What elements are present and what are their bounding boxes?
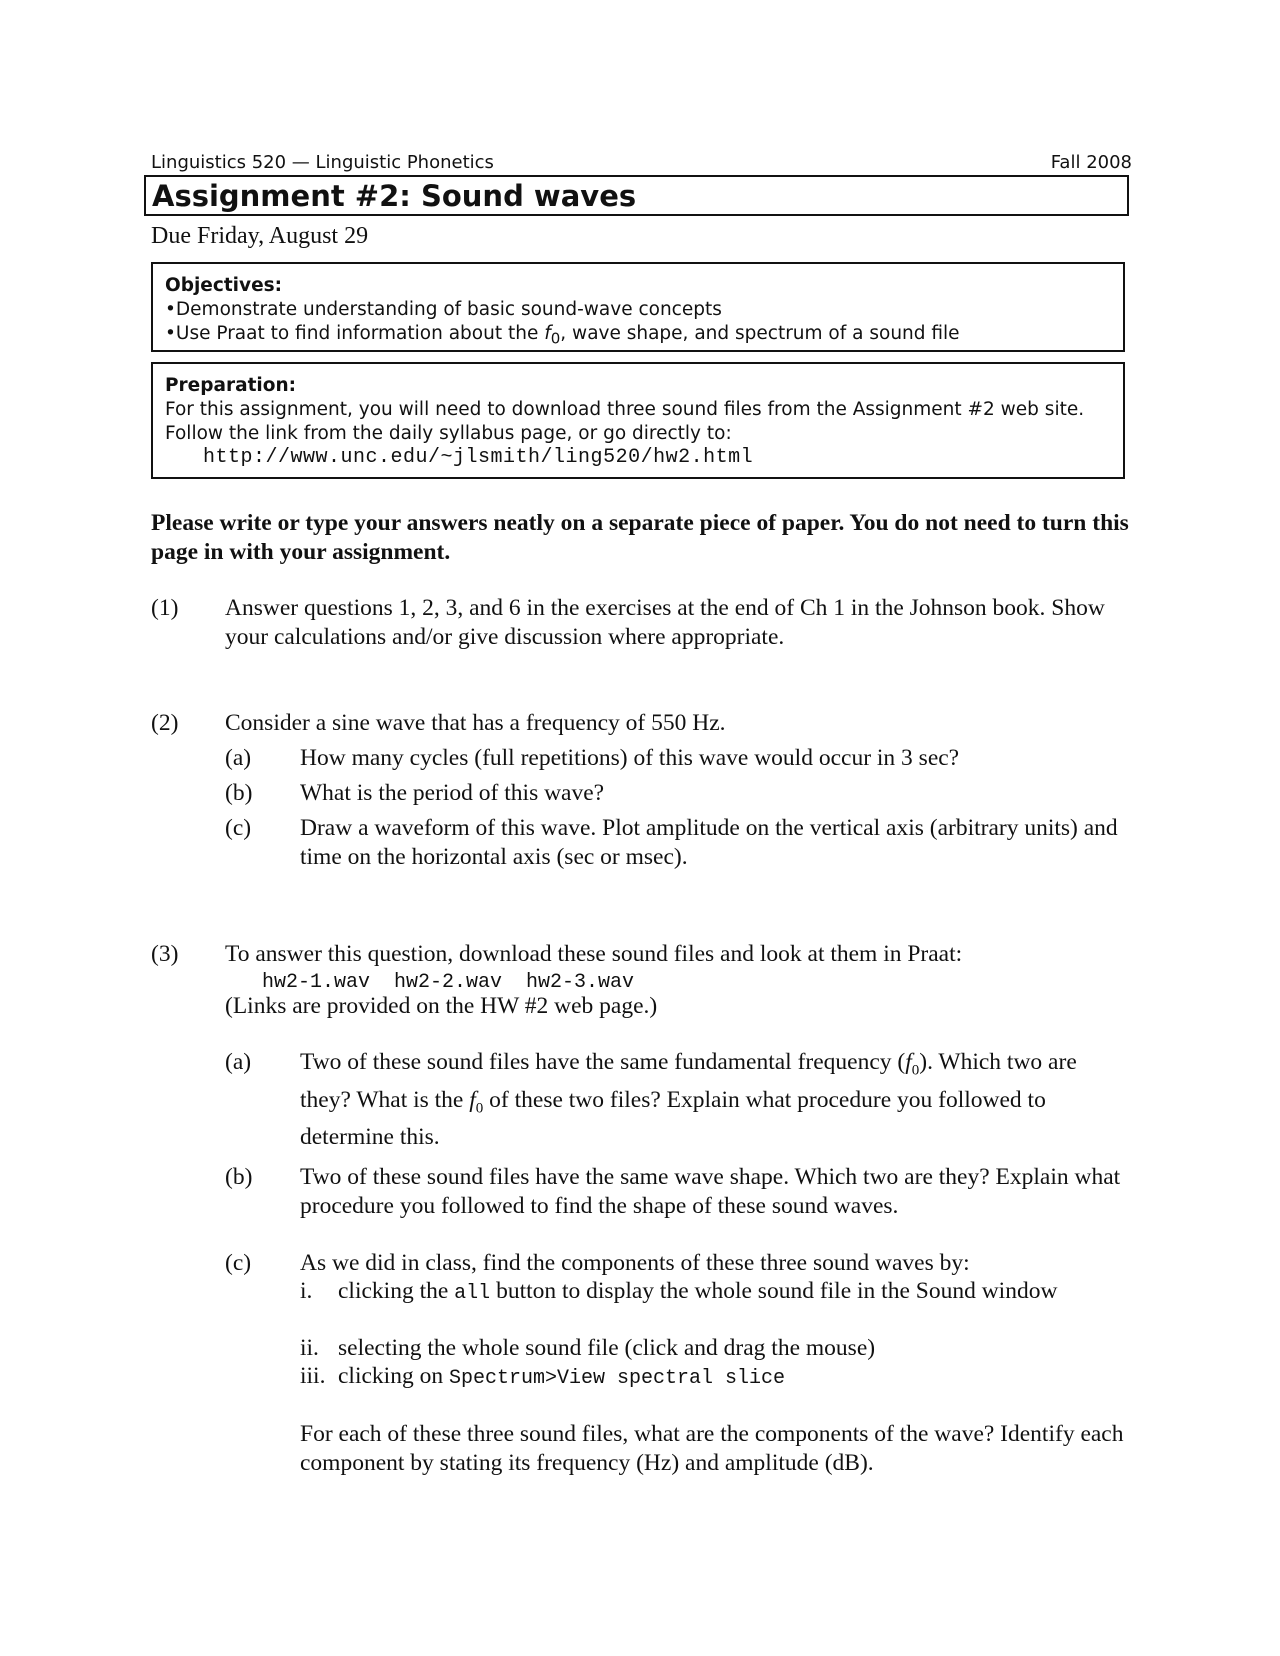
sub-question-b: Two of these sound files have the same wave shape. Which two are they? Explain what procedure you followed to find the shape of these sound waves. [300,1164,1121,1219]
question-number: (1) [151,595,179,621]
preparation-text: For this assignment, you will need to download three sound files from the Assignment #2 web site. Follow the link from the daily syllabus page, or go directly to: [165,399,1085,444]
sub-question-a: How many cycles (full repetitions) of this wave would occur in 3 sec? [300,745,960,771]
sound-file-list: hw2-1.wav hw2-2.wav hw2-3.wav [262,971,635,994]
final-question: For each of these three sound files, what are the components of the wave? Identify each component by stating its frequency (Hz) and amplitude (dB). [300,1421,1124,1476]
preparation-heading: Preparation: [165,375,297,396]
step-label: i. [300,1278,313,1304]
sub-question-c: As we did in class, find the components of these three sound waves by: [300,1250,970,1276]
title-box [144,175,1129,216]
question-number: (2) [151,710,179,736]
assignment-url[interactable]: http://www.unc.edu/~jlsmith/ling520/hw2.html [203,446,754,469]
sub-label: (c) [225,1250,252,1276]
question-text: To answer this question, download these sound files and look at them in Praat: [225,941,963,967]
instruction-text: Please write or type your answers neatly on a separate piece of paper. You do not need to turn this page in with your assignment. [151,510,1129,565]
step-label: iii. [300,1363,326,1389]
sub-label: (a) [225,745,252,771]
objectives-heading: Objectives: [165,275,283,296]
assignment-title: Assignment #2: Sound waves [152,179,637,213]
preparation-box [151,362,1125,479]
sub-label: (b) [225,780,253,806]
question-number: (3) [151,941,179,967]
sub-label: (a) [225,1049,252,1075]
links-note: (Links are provided on the HW #2 web page.) [225,993,658,1019]
step-label: ii. [300,1335,319,1361]
term: Fall 2008 [1050,152,1132,173]
sub-question-c: Draw a waveform of this wave. Plot amplitude on the vertical axis (arbitrary units) and time on the horizontal axis (sec or msec). [300,815,1118,870]
course-header [151,152,1132,173]
sub-label: (b) [225,1164,253,1190]
objectives-box [151,262,1125,352]
step-text: clicking on Spectrum>View spectral slice [338,1363,786,1390]
step-text: clicking the all button to display the whole sound file in the Sound window [338,1278,1058,1305]
sub-question-a: Two of these sound files have the same fundamental frequency $(f_0)$. Which two are they? What is the $f_0$ of these two files? Explain what procedure you followed to determine this. [300,1049,1077,1151]
question-text: Answer questions 1, 2, 3, and 6 in the exercises at the end of Ch 1 in the Johnson book. Show your calculations and/or give discussion where appropriate. [225,595,1105,650]
objective-item: • Use Praat to find information about the $f_0$, wave shape, and spectrum of a sound file [165,322,1111,351]
sub-label: (c) [225,815,252,841]
step-text: selecting the whole sound file (click and drag the mouse) [338,1335,876,1361]
objective-item: • Demonstrate understanding of basic sound-wave concepts [165,298,1111,322]
course-name: Linguistics 520 — Linguistic Phonetics [151,152,494,173]
due-date: Due Friday, August 29 [151,223,369,249]
sub-question-b: What is the period of this wave? [300,780,605,806]
question-text: Consider a sine wave that has a frequency of 550 Hz. [225,710,726,736]
